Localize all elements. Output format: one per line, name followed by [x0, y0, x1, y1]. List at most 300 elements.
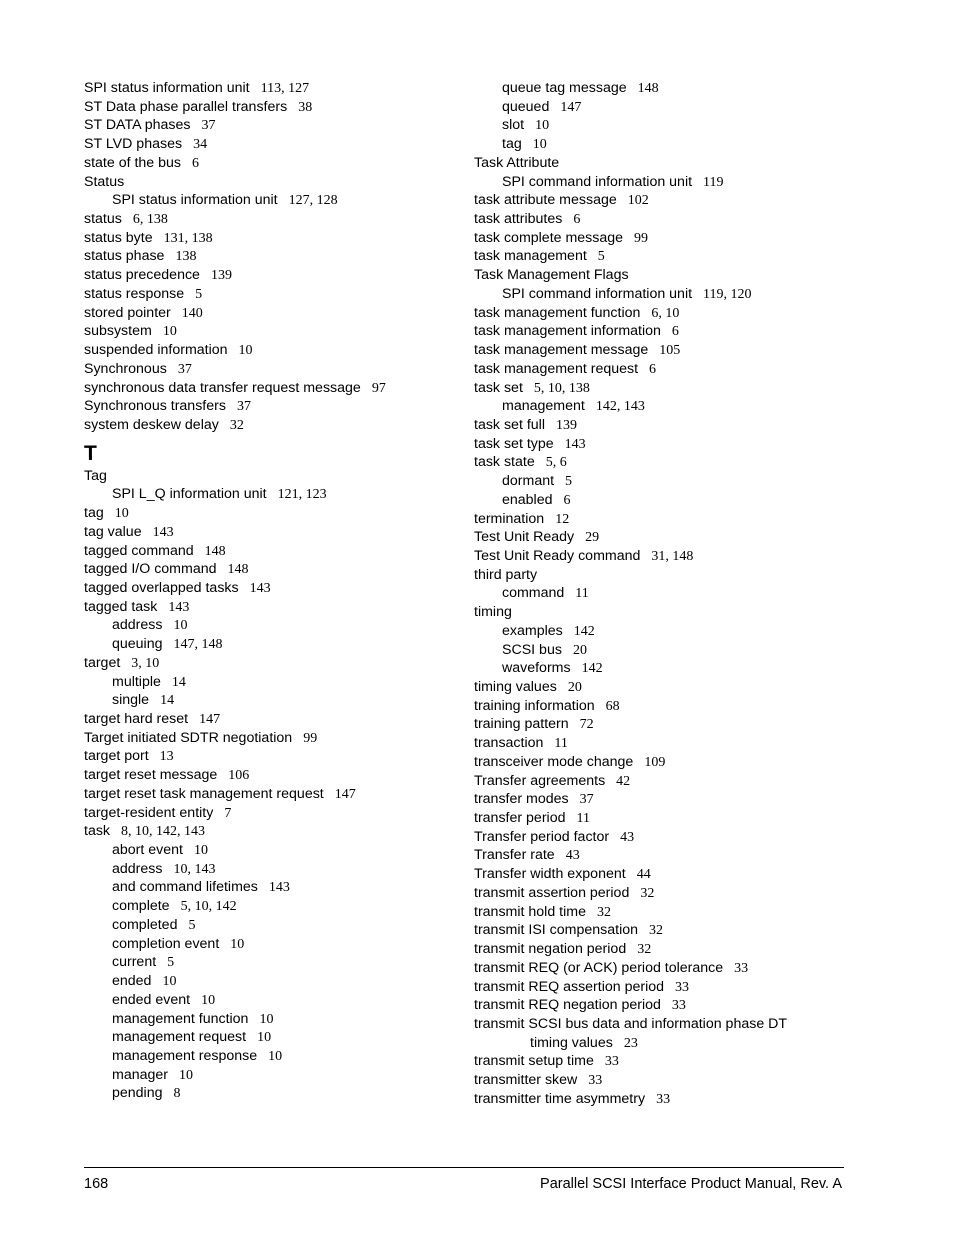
index-entry	[474, 154, 904, 173]
page-references: 44	[636, 867, 651, 883]
page-references: 148	[204, 543, 226, 559]
page-references: 6	[192, 155, 200, 171]
index-term: system deskew delay	[84, 416, 219, 433]
index-subentry	[84, 1066, 464, 1085]
page-references: 32	[229, 417, 244, 433]
page-references: 10	[201, 992, 216, 1008]
page-references: 10	[162, 324, 177, 340]
index-term: Transfer rate	[474, 847, 555, 864]
index-entry	[84, 397, 464, 416]
index-subentry	[474, 472, 904, 491]
index-entry	[84, 379, 464, 398]
page-references: 6, 138	[132, 212, 168, 228]
index-term: transmitter skew	[474, 1072, 578, 1089]
page-references: 5, 10, 142	[180, 899, 237, 915]
index-subentry	[84, 991, 464, 1010]
page-references: 37	[579, 792, 594, 808]
index-entry	[474, 697, 904, 716]
index-term: queuing	[112, 636, 163, 653]
index-entry	[84, 341, 464, 360]
index-subentry	[84, 1028, 464, 1047]
page-references: 105	[659, 343, 681, 359]
index-entry	[84, 654, 464, 673]
index-entry	[474, 940, 904, 959]
index-term: SPI status information unit	[84, 80, 250, 96]
index-letter-heading: T	[84, 441, 97, 465]
page-references: 14	[160, 693, 175, 709]
page-references: 139	[555, 417, 577, 433]
index-term: current	[112, 954, 157, 971]
index-term: task complete message	[474, 229, 624, 246]
page-references: 6	[649, 361, 657, 377]
index-term: suspended information	[84, 342, 228, 359]
index-term: SPI L_Q information unit	[112, 486, 267, 503]
index-entry	[84, 173, 464, 192]
page-references: 10	[162, 974, 177, 990]
index-entry	[474, 229, 904, 248]
index-entry	[84, 523, 464, 542]
index-term: enabled	[502, 491, 553, 508]
index-term: command	[502, 585, 565, 602]
index-subentry	[84, 878, 464, 897]
index-entry	[84, 822, 464, 841]
index-subentry	[474, 659, 904, 678]
index-term: Test Unit Ready	[474, 529, 575, 546]
index-term: Test Unit Ready command	[474, 547, 641, 564]
index-term: task	[84, 823, 111, 840]
page-references: 33	[604, 1054, 619, 1070]
index-term: transfer period	[474, 810, 566, 827]
page-references: 33	[671, 998, 686, 1014]
index-subentry	[474, 622, 904, 641]
page-references: 72	[579, 717, 594, 733]
page-references: 99	[303, 730, 318, 746]
index-entry	[474, 715, 904, 734]
index-term: management response	[112, 1047, 258, 1064]
page-references: 142, 143	[595, 399, 645, 415]
page-references: 5	[167, 955, 175, 971]
page-references: 42	[616, 773, 631, 789]
page-references: 32	[596, 904, 611, 920]
index-subentry	[84, 635, 464, 654]
page-references: 11	[575, 586, 589, 602]
index-term: tag value	[84, 523, 142, 540]
index-entry	[474, 1052, 904, 1071]
index-term: target	[84, 654, 121, 671]
index-subentry	[84, 673, 464, 692]
index-entry	[474, 247, 904, 266]
index-entry	[84, 416, 464, 435]
index-term: completed	[112, 916, 178, 933]
page-references: 10	[238, 343, 253, 359]
index-term: transmitter time asymmetry	[474, 1090, 646, 1107]
page-references: 37	[177, 361, 192, 377]
page-references: 10	[114, 506, 129, 522]
index-entry	[84, 729, 464, 748]
page-references: 119	[703, 174, 724, 190]
index-term: Transfer period factor	[474, 828, 610, 845]
page-references: 5, 10, 138	[533, 380, 590, 396]
page-references: 34	[193, 137, 208, 153]
index-term: state of the bus	[84, 154, 182, 171]
index-entry	[474, 191, 904, 210]
index-entry	[474, 1015, 904, 1034]
index-term: target hard reset	[84, 711, 189, 727]
page-references: 20	[567, 680, 582, 695]
index-term: complete	[112, 898, 170, 915]
page-references: 119, 120	[703, 286, 752, 302]
index-subentry	[84, 916, 464, 935]
page-references: 143	[152, 524, 174, 540]
index-term: Task Attribute	[474, 154, 560, 171]
page-references: 10	[179, 1067, 193, 1083]
index-term: status precedence	[84, 267, 200, 284]
index-term: Transfer agreements	[474, 772, 606, 789]
page-references: 113, 127	[260, 81, 310, 96]
index-term: task attributes	[474, 211, 563, 228]
index-subentry	[474, 491, 904, 510]
page-references: 10	[257, 1030, 272, 1046]
index-entry	[84, 598, 464, 617]
index-term: single	[112, 692, 150, 709]
index-term: status phase	[84, 248, 165, 265]
index-entry	[84, 322, 464, 341]
index-entry	[474, 266, 904, 285]
index-subentry	[474, 98, 904, 117]
index-term: timing	[474, 604, 512, 621]
page-references: 3, 10	[131, 655, 160, 671]
page-references: 148	[637, 81, 659, 96]
page-references: 20	[572, 642, 587, 658]
page-references: 5, 6	[545, 455, 567, 471]
page-references: 31, 148	[651, 548, 694, 564]
index-term: management request	[112, 1029, 247, 1046]
index-entry	[474, 903, 904, 922]
index-column-right	[474, 79, 904, 1109]
index-term: pending	[112, 1085, 163, 1102]
index-term: timing values	[530, 1034, 613, 1051]
page-references: 102	[627, 193, 649, 209]
index-term: tagged command	[84, 542, 194, 559]
page-references: 10, 143	[173, 861, 216, 877]
index-term: completion event	[112, 935, 220, 952]
index-term: Synchronous	[84, 360, 167, 377]
index-column-left	[84, 79, 464, 1103]
page-references: 142	[581, 661, 603, 677]
page-references: 43	[620, 829, 635, 845]
index-entry	[474, 884, 904, 903]
index-subentry	[84, 935, 464, 954]
index-subentry	[474, 285, 904, 304]
page-references: 33	[734, 960, 749, 976]
page-references: 37	[236, 399, 251, 415]
index-term: management function	[112, 1010, 249, 1027]
index-entry	[474, 1090, 904, 1109]
index-term: Task Management Flags	[474, 267, 629, 284]
index-entry	[474, 809, 904, 828]
footer-document-title: Parallel SCSI Interface Product Manual, Rev. A	[540, 1176, 842, 1192]
index-entry	[84, 785, 464, 804]
page-references: 143	[268, 880, 290, 896]
index-term: transmit REQ (or ACK) period tolerance	[474, 959, 724, 976]
index-term: task management request	[474, 360, 639, 377]
page-references: 8	[173, 1086, 181, 1102]
index-entry	[84, 285, 464, 304]
index-entry	[84, 154, 464, 173]
index-term: ended event	[112, 991, 191, 1008]
page-references: 121, 123	[277, 487, 327, 503]
index-term: status byte	[84, 229, 153, 246]
index-subentry	[474, 173, 904, 192]
index-term: manager	[112, 1066, 168, 1083]
page-references: 37	[201, 118, 216, 134]
page-references: 10	[173, 618, 188, 634]
index-entry	[474, 1071, 904, 1090]
index-subentry	[84, 1047, 464, 1066]
index-subentry	[84, 191, 464, 210]
page-references: 11	[554, 736, 568, 752]
index-term: task set	[474, 379, 523, 396]
index-term: task set type	[474, 435, 554, 452]
index-entry	[84, 360, 464, 379]
index-term: transfer modes	[474, 791, 569, 808]
index-entry	[474, 828, 904, 847]
index-term: SPI status information unit	[112, 192, 278, 209]
index-term: Tag	[84, 467, 107, 484]
index-term: synchronous data transfer request message	[84, 379, 361, 396]
index-entry	[474, 322, 904, 341]
index-entry	[474, 341, 904, 360]
index-term: transmit hold time	[474, 903, 586, 920]
index-term: transmit negation period	[474, 941, 627, 958]
page-references: 147	[199, 712, 221, 727]
page-references: 38	[298, 99, 313, 115]
page-references: 109	[644, 754, 666, 770]
page-references: 6	[573, 212, 581, 228]
index-entry	[84, 710, 464, 729]
index-term: multiple	[112, 673, 161, 690]
footer-page-number: 168	[84, 1176, 109, 1192]
index-entry	[474, 865, 904, 884]
page-references: 106	[228, 768, 250, 784]
page-references: 23	[623, 1035, 638, 1051]
index-entry	[84, 766, 464, 785]
index-entry	[474, 772, 904, 791]
page-references: 127, 128	[288, 193, 338, 209]
index-entry	[474, 790, 904, 809]
page-references: 143	[564, 436, 586, 452]
index-entry	[84, 579, 464, 598]
index-entry	[84, 542, 464, 561]
page-references: 5	[565, 474, 573, 490]
index-term: task attribute message	[474, 192, 617, 209]
index-subentry	[474, 1034, 904, 1053]
index-term: transmit assertion period	[474, 884, 630, 901]
index-entry	[84, 98, 464, 117]
index-term: slot	[502, 117, 525, 134]
page-references: 43	[565, 848, 580, 864]
index-term: transmit setup time	[474, 1053, 594, 1070]
index-entry	[474, 566, 904, 585]
page-references: 12	[555, 511, 570, 527]
page-references: 5	[597, 249, 605, 265]
page-references: 5	[195, 286, 203, 302]
page-references: 99	[634, 230, 649, 246]
index-entry	[474, 510, 904, 529]
page-references: 147	[334, 786, 356, 802]
page-references: 147, 148	[173, 637, 223, 653]
footer-divider	[84, 1167, 844, 1168]
index-term: and command lifetimes	[112, 879, 258, 896]
index-subentry	[84, 1010, 464, 1029]
index-term: Status	[84, 173, 125, 190]
index-entry	[474, 753, 904, 772]
index-entry	[84, 804, 464, 823]
page-references: 10	[532, 137, 547, 153]
index-term: tagged task	[84, 598, 158, 615]
page-references: 68	[605, 698, 620, 714]
index-term: transceiver mode change	[474, 753, 634, 770]
page-references: 148	[227, 562, 249, 578]
index-term: address	[112, 617, 163, 634]
page-references: 11	[576, 811, 590, 827]
index-entry	[474, 210, 904, 229]
index-entry	[474, 846, 904, 865]
page-references: 10	[194, 843, 208, 859]
index-term: task state	[474, 454, 535, 471]
index-term: transaction	[474, 735, 544, 752]
index-entry	[474, 678, 904, 697]
page-references: 140	[181, 305, 203, 321]
index-term: queued	[502, 98, 550, 115]
page-references: 33	[656, 1091, 671, 1107]
index-entry	[474, 547, 904, 566]
index-term: Synchronous transfers	[84, 398, 226, 415]
index-entry	[474, 360, 904, 379]
index-entry	[474, 959, 904, 978]
index-term: Target initiated SDTR negotiation	[84, 729, 293, 746]
index-entry	[84, 560, 464, 579]
index-term: subsystem	[84, 323, 152, 340]
index-term: address	[112, 860, 163, 877]
page-references: 6, 10	[651, 305, 680, 321]
index-entry	[474, 416, 904, 435]
index-term: status response	[84, 285, 185, 302]
index-term: task management message	[474, 342, 649, 359]
page-references: 10	[230, 936, 245, 952]
page-references: 33	[588, 1073, 603, 1089]
page-references: 142	[573, 623, 595, 639]
index-term: third party	[474, 566, 538, 583]
index-subentry	[84, 485, 464, 504]
index-subentry	[84, 691, 464, 710]
index-entry	[84, 467, 464, 486]
index-entry	[84, 247, 464, 266]
index-entry	[84, 266, 464, 285]
index-term: target-resident entity	[84, 804, 214, 821]
index-subentry	[474, 397, 904, 416]
index-subentry	[474, 116, 904, 135]
index-term: tagged overlapped tasks	[84, 579, 239, 596]
index-term: tagged I/O command	[84, 561, 217, 578]
index-term: SCSI bus	[502, 641, 562, 658]
index-term: ST LVD phases	[84, 136, 183, 153]
index-term: transmit ISI compensation	[474, 922, 639, 939]
index-term: ST Data phase parallel transfers	[84, 98, 288, 115]
index-term: queue tag message	[502, 80, 627, 96]
page-references: 10	[268, 1048, 283, 1064]
page-references: 13	[159, 749, 174, 765]
index-entry	[84, 304, 464, 323]
page-references: 139	[210, 268, 232, 284]
index-entry	[474, 453, 904, 472]
index-term: task set full	[474, 416, 545, 433]
index-term: transmit SCSI bus data and information phase DT	[474, 1015, 788, 1032]
index-entry	[84, 504, 464, 523]
index-entry	[84, 79, 464, 98]
page-references: 14	[171, 674, 186, 690]
index-entry	[84, 116, 464, 135]
index-subentry	[474, 135, 904, 154]
page-references: 10	[259, 1011, 274, 1027]
index-term: SPI command information unit	[502, 173, 693, 190]
index-term: status	[84, 211, 122, 228]
index-term: training pattern	[474, 716, 569, 733]
index-term: target reset message	[84, 767, 218, 784]
index-term: management	[502, 398, 585, 415]
index-subentry	[474, 584, 904, 603]
index-term: waveforms	[502, 660, 571, 677]
index-entry	[474, 379, 904, 398]
index-subentry	[84, 972, 464, 991]
page-references: 32	[637, 942, 652, 958]
index-term: abort event	[112, 842, 183, 859]
index-entry	[84, 229, 464, 248]
index-subentry	[84, 841, 464, 860]
page-references: 97	[371, 380, 386, 396]
index-entry	[474, 978, 904, 997]
index-term: ended	[112, 973, 152, 990]
index-term: tag	[502, 136, 522, 153]
index-entry	[84, 135, 464, 154]
index-entry	[474, 603, 904, 622]
index-term: transmit REQ assertion period	[474, 978, 665, 995]
index-term: training information	[474, 697, 595, 714]
index-subentry	[84, 860, 464, 879]
index-entry	[474, 996, 904, 1015]
index-term: stored pointer	[84, 304, 171, 321]
page-references: 33	[675, 979, 690, 995]
page-references: 29	[585, 530, 600, 546]
index-term: task management information	[474, 323, 661, 340]
page-references: 7	[224, 805, 232, 821]
index-term: Transfer width exponent	[474, 866, 626, 883]
page-references: 143	[249, 580, 271, 596]
index-term: dormant	[502, 473, 555, 490]
index-entry	[474, 435, 904, 454]
index-subentry	[84, 616, 464, 635]
index-term: termination	[474, 510, 545, 527]
page-references: 10	[535, 118, 550, 134]
index-term: target port	[84, 748, 149, 765]
page-references: 131, 138	[163, 230, 213, 246]
index-term: tag	[84, 505, 104, 522]
index-term: transmit REQ negation period	[474, 997, 661, 1014]
index-subentry	[84, 1084, 464, 1103]
index-subentry	[474, 641, 904, 660]
index-entry	[84, 210, 464, 229]
index-entry	[84, 747, 464, 766]
